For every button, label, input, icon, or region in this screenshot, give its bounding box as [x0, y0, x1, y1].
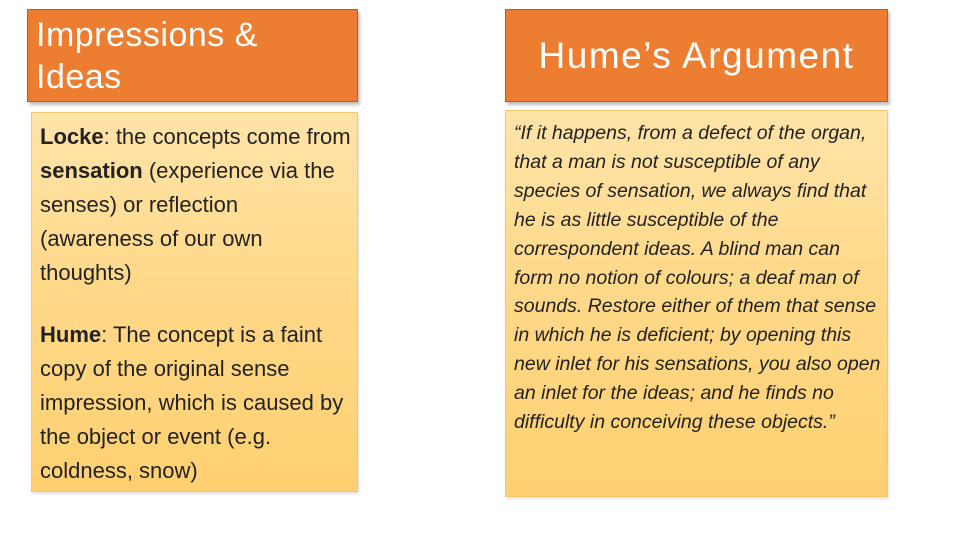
hume-quote: “If it happens, from a defect of the organ, that a man is not susceptible of any species of sensation, we always find that he is as little susceptible of the correspondent ideas. A blind man can form no notion of colours; a deaf man of sounds. Restore either of them that sense in which he is deficient; by opening this new inlet for his sensations, you also open an inlet for the ideas; and he finds no difficulty in conceiving these objects.” — [514, 122, 881, 434]
hume-quote-box — [505, 110, 888, 497]
locke-name: Locke — [40, 124, 104, 149]
left-title-text: Impressions & Ideas — [36, 16, 258, 96]
locke-paragraph — [40, 120, 353, 290]
impressions-ideas-content — [31, 112, 358, 492]
hume-paragraph — [40, 318, 353, 488]
humes-argument-title — [505, 9, 888, 102]
locke-text-1: : the concepts come from — [103, 124, 351, 149]
hume-text: : The concept is a faint copy of the original sense impression, which is caused by the object or event (e.g. coldness, snow) — [40, 322, 344, 483]
sensation-keyword: sensation — [40, 158, 143, 183]
hume-name: Hume — [40, 322, 102, 347]
locke-text-2: (experience via the senses) or reflection (awareness of our own thoughts) — [40, 158, 335, 285]
right-title-text: Hume’s Argument — [538, 34, 855, 76]
impressions-ideas-title — [27, 9, 358, 102]
